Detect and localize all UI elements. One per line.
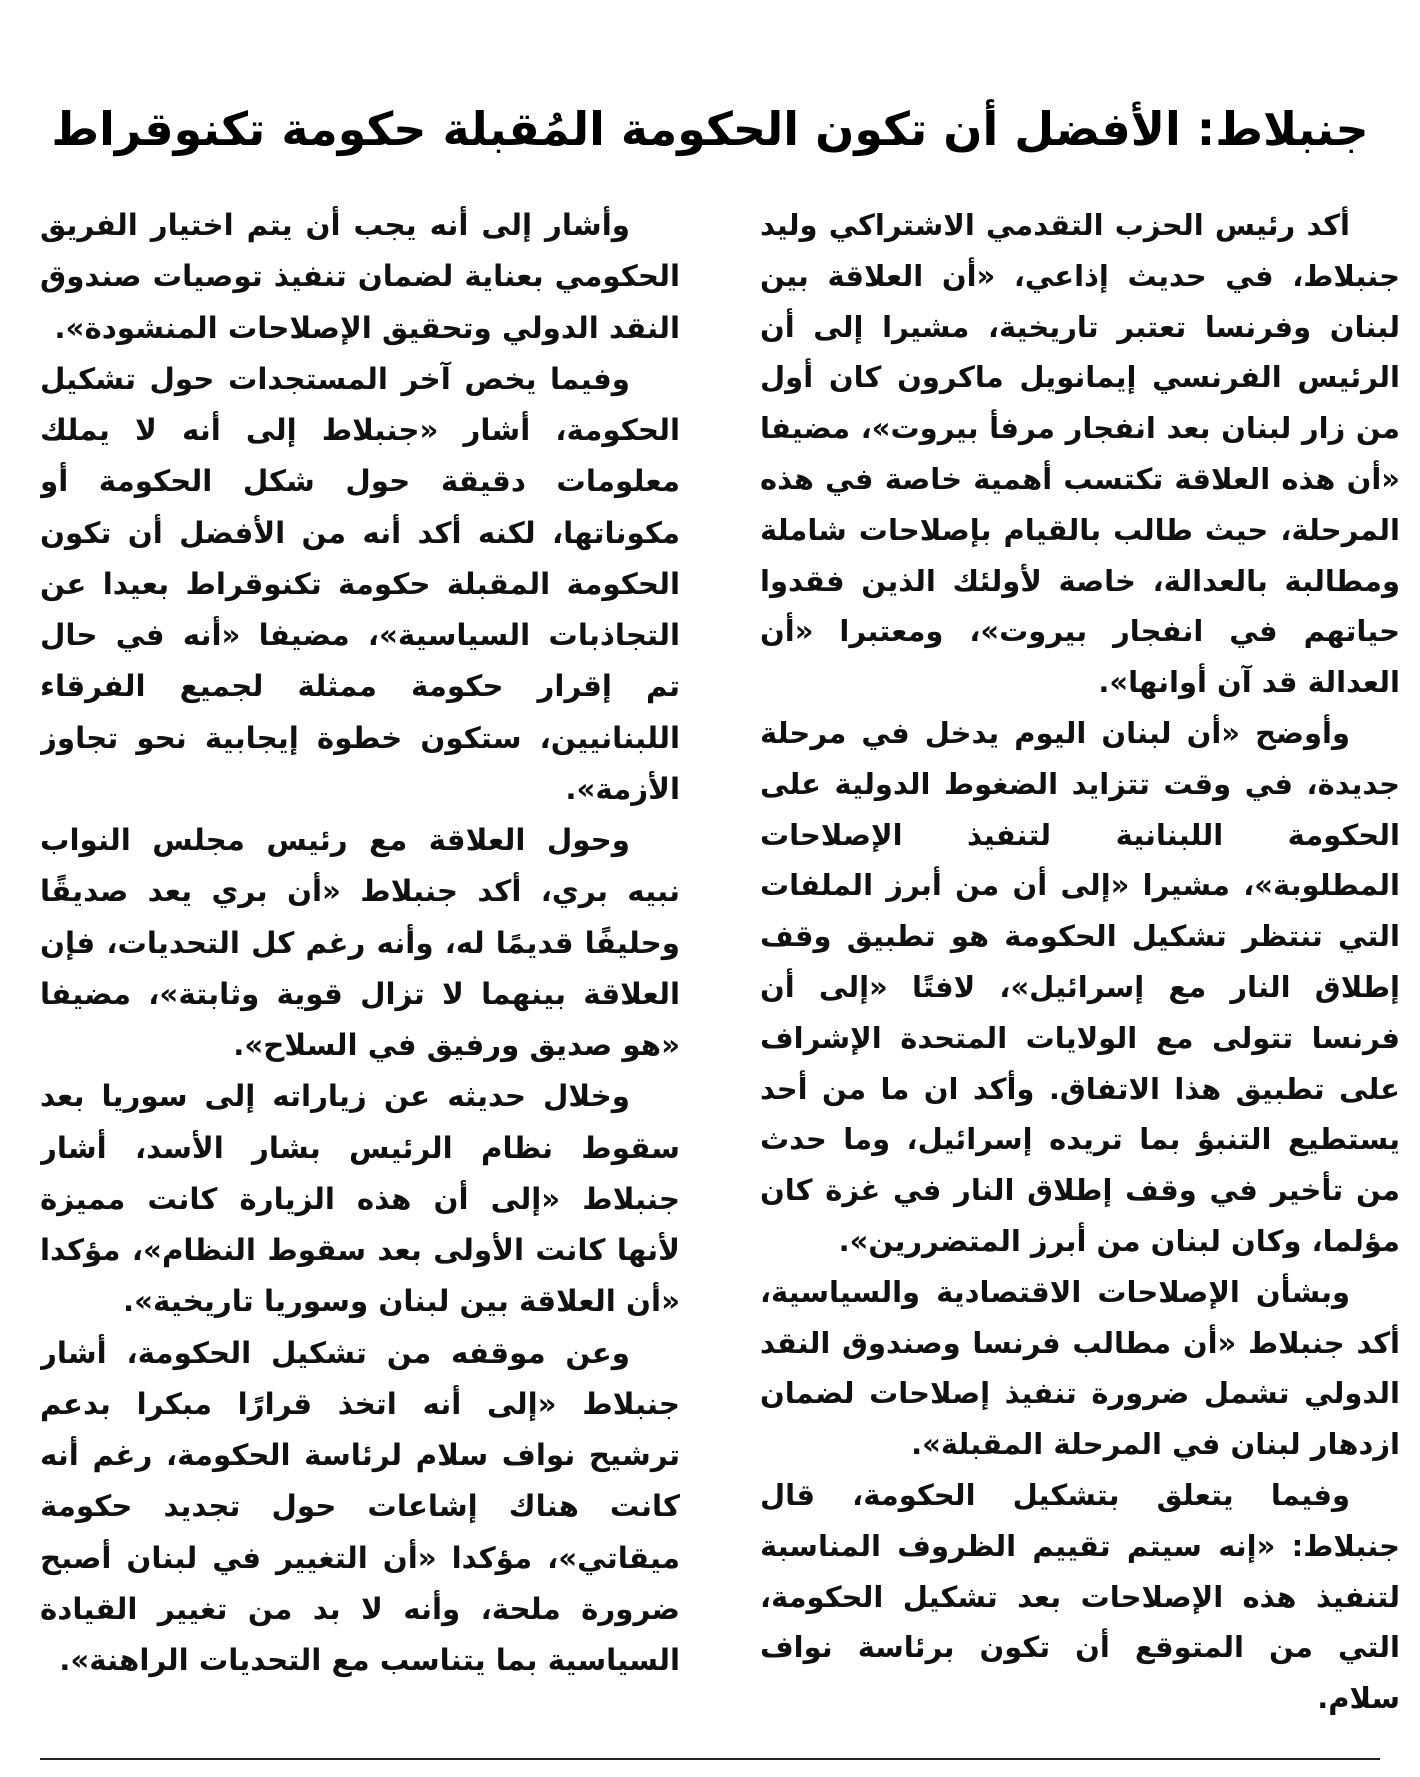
paragraph: وبشأن الإصلاحات الاقتصادية والسياسية، أكد جنبلاط «أن مطالب فرنسا وصندوق النقد الدولي تشمل ضرورة تنفيذ إصلاحات لضمان ازدهار لبنان في المرحلة المقبلة».: [760, 1274, 1400, 1462]
paragraph: وعن موقفه من تشكيل الحكومة، أشار جنبلاط «إلى أنه اتخذ قرارًا مبكرا بدعم ترشيح نواف سلام لرئاسة الحكومة، رغم أنه كانت هناك إشاعات حول تجديد حكومة ميقاتي»، مؤكدا «أن التغيير في لبنان أصبح ضرورة ملحة، وأنه لا بد من تغيير القيادة السياسية بما يتناسب مع التحديات الراهنة».: [40, 1335, 680, 1677]
paragraph: وفيما يخص آخر المستجدات حول تشكيل الحكومة، أشار «جنبلاط إلى أنه لا يملك معلومات دقيقة حول شكل الحكومة أو مكوناتها، لكنه أكد أنه من الأفضل أن تكون الحكومة المقبلة حكومة تكنوقراط بعيدا عن التجاذبات السياسية»، مضيفا «أنه في حال تم إقرار حكومة ممثلة لجميع الفرقاء اللبنانيين، ستكون خطوة إيجابية نحو تجاوز الأزمة».: [40, 361, 680, 806]
paragraph: وأشار إلى أنه يجب أن يتم اختيار الفريق الحكومي بعناية لضمان تنفيذ توصيات صندوق النقد الدولي وتحقيق الإصلاحات المنشودة».: [40, 208, 680, 345]
paragraph: وأوضح «أن لبنان اليوم يدخل في مرحلة جديدة، في وقت تتزايد الضغوط الدولية على الحكومة اللبنانية لتنفيذ الإصلاحات المطلوبة»، مشيرا «إلى أن من أبرز الملفات التي تنتظر تشكيل الحكومة هو تطبيق وقف إطلاق النار مع إسرائيل»، لافتًا «إلى أن فرنسا تتولى مع الولايات المتحدة الإشراف على تطبيق هذا الاتفاق. وأكد ان ما من أحد يستطيع التنبؤ بما تريده إسرائيل، وما حدث من تأخير في وقف إطلاق النار في غزة كان مؤلما، وكان لبنان من أبرز المتضررين».: [760, 715, 1400, 1258]
left-column: [40, 200, 680, 1730]
paragraph: وحول العلاقة مع رئيس مجلس النواب نبيه بري، أكد جنبلاط «أن بري يعد صديقًا وحليفًا قديمًا له، وأنه رغم كل التحديات، فإن العلاقة بينهما لا تزال قوية وثابتة»، مضيفا «هو صديق ورفيق في السلاح».: [40, 823, 680, 1062]
paragraph: وخلال حديثه عن زياراته إلى سوريا بعد سقوط نظام الرئيس بشار الأسد، أشار جنبلاط «إلى أن هذه الزيارة كانت مميزة لأنها كانت الأولى بعد سقوط النظام»، مؤكدا «أن العلاقة بين لبنان وسوريا تاريخية».: [40, 1079, 680, 1319]
bottom-divider: [40, 1758, 1380, 1760]
article-headline: جنبلاط: الأفضل أن تكون الحكومة المُقبلة حكومة تكنوقراط: [51, 101, 1369, 156]
paragraph: أكد رئيس الحزب التقدمي الاشتراكي وليد جنبلاط، في حديث إذاعي، «أن العلاقة بين لبنان وفرنسا تعتبر تاريخية، مشيرا إلى أن الرئيس الفرنسي إيمانويل ماكرون كان أول من زار لبنان بعد انفجار مرفأ بيروت»، مضيفا «أن هذه العلاقة تكتسب أهمية خاصة في هذه المرحلة، حيث طالب بالقيام بإصلاحات شاملة ومطالبة بالعدالة، خاصة لأولئك الذين فقدوا حياتهم في انفجار بيروت»، ومعتبرا «أن العدالة قد آن أوانها».: [760, 208, 1400, 700]
paragraph: وفيما يتعلق بتشكيل الحكومة، قال جنبلاط: «إنه سيتم تقييم الظروف المناسبة لتنفيذ هذه الإصلاحات بعد تشكيل الحكومة، التي من المتوقع أن تكون برئاسة نواف سلام.: [760, 1477, 1400, 1716]
article-body: [40, 200, 1400, 1730]
right-column: [760, 200, 1400, 1730]
